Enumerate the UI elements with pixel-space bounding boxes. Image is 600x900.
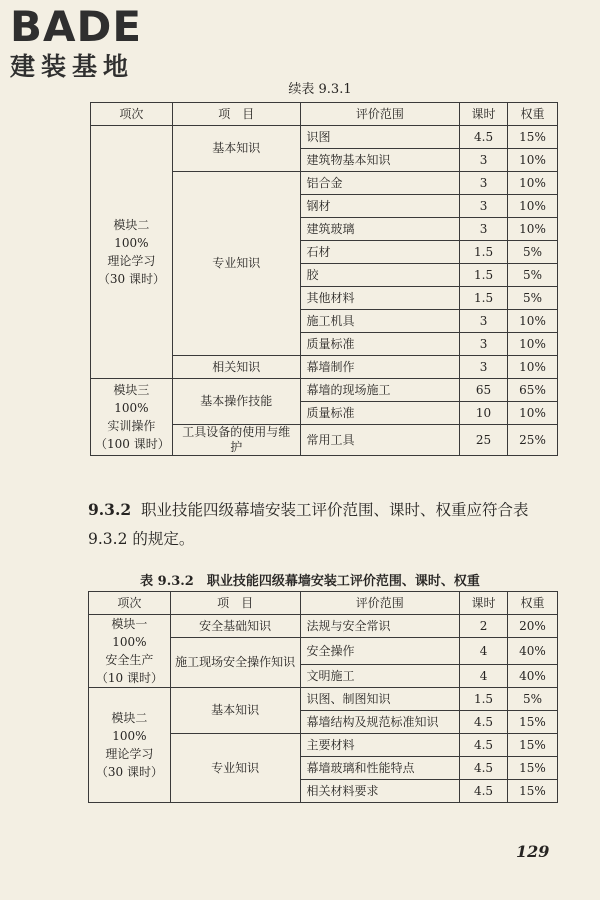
- clause-text: 职业技能四级幕墙安装工评价范围、课时、权重应符合表 9.3.2 的规定。: [88, 501, 529, 548]
- hours-cell: 4.5: [460, 126, 508, 149]
- scope-cell: 铝合金: [300, 172, 460, 195]
- scope-cell: 其他材料: [300, 287, 460, 310]
- scope-cell: 建筑物基本知识: [300, 149, 460, 172]
- scope-cell: 施工机具: [300, 310, 460, 333]
- weight-cell: 5%: [508, 688, 558, 711]
- hours-cell: 2: [460, 615, 508, 638]
- project-cell: 基本知识: [170, 688, 300, 734]
- project-cell: 基本知识: [172, 126, 300, 172]
- hours-cell: 1.5: [460, 241, 508, 264]
- module-cell: 模块二 100% 理论学习 （30 课时）: [91, 126, 173, 379]
- clause-paragraph: [88, 495, 558, 554]
- header-item-no: 项次: [89, 592, 171, 615]
- table-row: [89, 615, 558, 638]
- weight-cell: 15%: [508, 711, 558, 734]
- hours-cell: 4.5: [460, 711, 508, 734]
- project-cell: 安全基础知识: [170, 615, 300, 638]
- table-9-3-1-continued: [90, 102, 558, 456]
- hours-cell: 3: [460, 149, 508, 172]
- scope-cell: 法规与安全常识: [300, 615, 460, 638]
- weight-cell: 10%: [508, 333, 558, 356]
- weight-cell: 5%: [508, 264, 558, 287]
- hours-cell: 4.5: [460, 780, 508, 803]
- header-scope: 评价范围: [300, 103, 460, 126]
- header-project: 项 目: [170, 592, 300, 615]
- project-cell: 基本操作技能: [172, 379, 300, 425]
- logo-chinese-text: 建装基地: [10, 52, 135, 81]
- table-row: [89, 688, 558, 711]
- header-weight: 权重: [508, 103, 558, 126]
- weight-cell: 10%: [508, 149, 558, 172]
- scope-cell: 文明施工: [300, 665, 460, 688]
- header-project: 项 目: [172, 103, 300, 126]
- hours-cell: 4.5: [460, 734, 508, 757]
- table2-caption: 表 9.3.2 职业技能四级幕墙安装工评价范围、课时、权重: [140, 574, 480, 589]
- hours-cell: 4.5: [460, 757, 508, 780]
- scope-cell: 安全操作: [300, 638, 460, 665]
- scope-cell: 胶: [300, 264, 460, 287]
- scope-cell: 识图: [300, 126, 460, 149]
- header-weight: 权重: [508, 592, 558, 615]
- table1-caption: 续表 9.3.1: [288, 82, 352, 97]
- hours-cell: 4: [460, 665, 508, 688]
- weight-cell: 10%: [508, 310, 558, 333]
- page-number: 129: [516, 842, 550, 861]
- scope-cell: 幕墙结构及规范标准知识: [300, 711, 460, 734]
- scope-cell: 质量标准: [300, 333, 460, 356]
- project-cell: 专业知识: [172, 172, 300, 356]
- hours-cell: 4: [460, 638, 508, 665]
- weight-cell: 15%: [508, 780, 558, 803]
- scope-cell: 石材: [300, 241, 460, 264]
- table-row: [91, 126, 558, 149]
- scope-cell: 幕墙玻璃和性能特点: [300, 757, 460, 780]
- hours-cell: 10: [460, 402, 508, 425]
- header-item-no: 项次: [91, 103, 173, 126]
- scope-cell: 幕墙的现场施工: [300, 379, 460, 402]
- scope-cell: 常用工具: [300, 425, 460, 456]
- module-cell: 模块二 100% 理论学习 （30 课时）: [89, 688, 171, 803]
- brand-logo: [10, 4, 142, 82]
- table-row: [91, 379, 558, 402]
- hours-cell: 3: [460, 333, 508, 356]
- hours-cell: 3: [460, 310, 508, 333]
- hours-cell: 3: [460, 356, 508, 379]
- weight-cell: 40%: [508, 665, 558, 688]
- header-hours: 课时: [460, 103, 508, 126]
- table-header-row: [91, 103, 558, 126]
- weight-cell: 10%: [508, 218, 558, 241]
- weight-cell: 40%: [508, 638, 558, 665]
- module-cell: 模块一 100% 安全生产 （10 课时）: [89, 615, 171, 688]
- project-cell: 施工现场安全操作知识: [170, 638, 300, 688]
- module-cell: 模块三 100% 实训操作 （100 课时）: [91, 379, 173, 456]
- hours-cell: 1.5: [460, 287, 508, 310]
- header-scope: 评价范围: [300, 592, 460, 615]
- project-cell: 工具设备的使用与维护: [172, 425, 300, 456]
- weight-cell: 15%: [508, 734, 558, 757]
- table-9-3-2: [88, 591, 558, 803]
- weight-cell: 10%: [508, 172, 558, 195]
- weight-cell: 15%: [508, 757, 558, 780]
- scope-cell: 幕墙制作: [300, 356, 460, 379]
- logo-latin-text: BADE: [10, 2, 143, 51]
- weight-cell: 10%: [508, 195, 558, 218]
- hours-cell: 3: [460, 172, 508, 195]
- scope-cell: 钢材: [300, 195, 460, 218]
- scope-cell: 相关材料要求: [300, 780, 460, 803]
- hours-cell: 3: [460, 195, 508, 218]
- table-header-row: [89, 592, 558, 615]
- weight-cell: 10%: [508, 402, 558, 425]
- hours-cell: 25: [460, 425, 508, 456]
- project-cell: 相关知识: [172, 356, 300, 379]
- scope-cell: 主要材料: [300, 734, 460, 757]
- hours-cell: 1.5: [460, 264, 508, 287]
- scope-cell: 识图、制图知识: [300, 688, 460, 711]
- weight-cell: 25%: [508, 425, 558, 456]
- weight-cell: 5%: [508, 287, 558, 310]
- weight-cell: 10%: [508, 356, 558, 379]
- hours-cell: 65: [460, 379, 508, 402]
- hours-cell: 3: [460, 218, 508, 241]
- header-hours: 课时: [460, 592, 508, 615]
- weight-cell: 15%: [508, 126, 558, 149]
- hours-cell: 1.5: [460, 688, 508, 711]
- scope-cell: 质量标准: [300, 402, 460, 425]
- weight-cell: 5%: [508, 241, 558, 264]
- project-cell: 专业知识: [170, 734, 300, 803]
- weight-cell: 65%: [508, 379, 558, 402]
- weight-cell: 20%: [508, 615, 558, 638]
- scope-cell: 建筑玻璃: [300, 218, 460, 241]
- clause-number: 9.3.2: [88, 500, 132, 519]
